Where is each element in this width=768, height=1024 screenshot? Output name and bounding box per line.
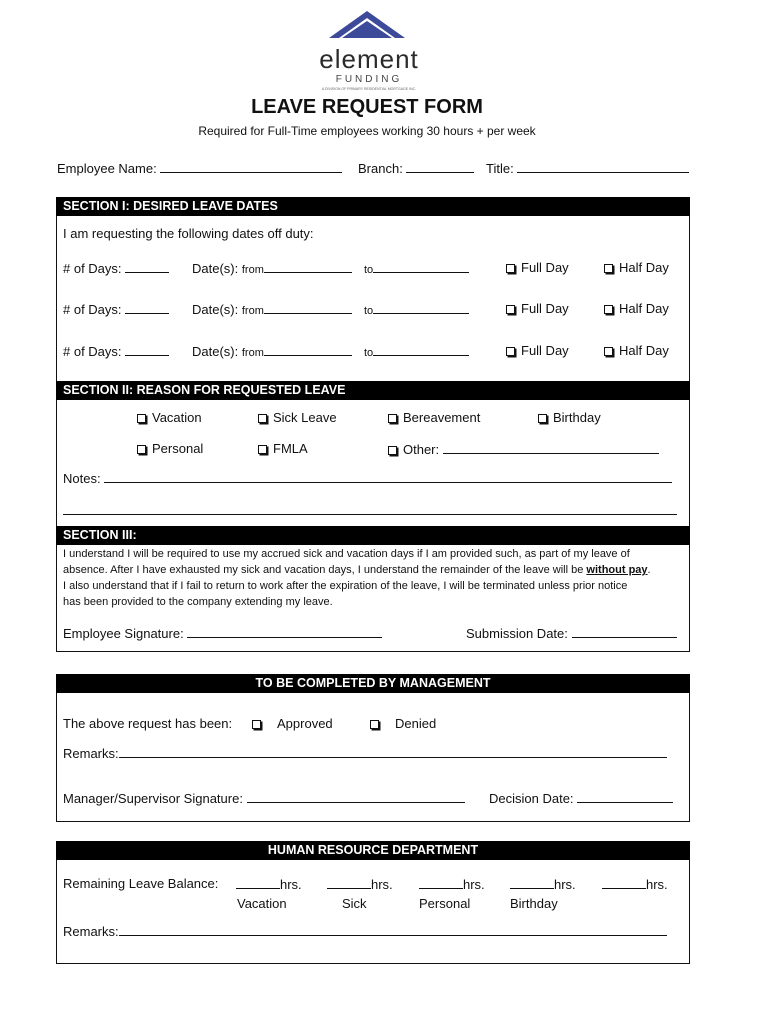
date-row-1 bbox=[63, 260, 169, 276]
type-personal: Personal bbox=[419, 896, 471, 911]
balance-sick: hrs. bbox=[327, 876, 393, 892]
full-day-option[interactable]: Full Day bbox=[506, 343, 569, 358]
denied-option[interactable]: Denied bbox=[370, 716, 436, 731]
reason-bereavement[interactable]: Bereavement bbox=[388, 410, 480, 425]
to-date-field[interactable] bbox=[373, 301, 469, 314]
management-remarks-field[interactable] bbox=[119, 745, 667, 758]
type-vacation: Vacation bbox=[237, 896, 287, 911]
notes-field-line-2[interactable] bbox=[63, 514, 677, 515]
checkbox-icon[interactable] bbox=[538, 414, 547, 423]
checkbox-icon[interactable] bbox=[388, 446, 397, 455]
balance-birthday-field[interactable] bbox=[510, 876, 554, 889]
to-label: to bbox=[364, 305, 374, 317]
without-pay-text: without pay bbox=[586, 564, 648, 576]
reason-fmla[interactable]: FMLA bbox=[258, 441, 308, 456]
reason-birthday[interactable]: Birthday bbox=[538, 410, 601, 425]
from-label: from bbox=[241, 264, 264, 276]
employee-name-field[interactable] bbox=[160, 160, 342, 173]
from-date-field[interactable] bbox=[264, 343, 352, 356]
branch-field[interactable] bbox=[406, 160, 474, 173]
half-day-option[interactable]: Half Day bbox=[604, 260, 669, 275]
checkbox-icon[interactable] bbox=[604, 305, 613, 314]
date-row-2 bbox=[63, 301, 169, 317]
date-row-3 bbox=[63, 343, 169, 359]
form-title: LEAVE REQUEST FORM bbox=[251, 96, 483, 118]
manager-signature-label: Manager/Supervisor Signature: bbox=[63, 791, 243, 806]
checkbox-icon[interactable] bbox=[258, 414, 267, 423]
from-date-field[interactable] bbox=[264, 260, 352, 273]
days-label: # of Days: bbox=[63, 344, 122, 359]
logo-tagline: A DIVISION OF PRIMARY RESIDENTIAL MORTGAGE INC. bbox=[321, 87, 417, 91]
logo-sub: FUNDING bbox=[335, 74, 403, 85]
section-3-line-4: has been provided to the company extending my leave. bbox=[63, 596, 333, 608]
checkbox-icon[interactable] bbox=[506, 347, 515, 356]
type-birthday: Birthday bbox=[510, 896, 558, 911]
company-logo bbox=[300, 8, 438, 94]
branch-row bbox=[358, 160, 474, 176]
balance-vacation-field[interactable] bbox=[236, 876, 280, 889]
half-day-option[interactable]: Half Day bbox=[604, 343, 669, 358]
notes-row bbox=[63, 470, 672, 486]
dates-label: Date(s): bbox=[192, 344, 239, 359]
section-1-intro: I am requesting the following dates off duty: bbox=[63, 226, 314, 241]
days-field[interactable] bbox=[125, 301, 169, 314]
approved-option[interactable]: Approved bbox=[252, 716, 333, 731]
checkbox-icon[interactable] bbox=[506, 264, 515, 273]
checkbox-icon[interactable] bbox=[137, 445, 146, 454]
to-date-field[interactable] bbox=[373, 260, 469, 273]
section-3-line-3: I also understand that if I fail to return to work after the expiration of the leave, I will be terminated unless prior notice bbox=[63, 580, 628, 592]
decision-row bbox=[63, 716, 232, 731]
employee-signature-row bbox=[63, 625, 382, 641]
days-label: # of Days: bbox=[63, 261, 122, 276]
section-2-header: SECTION II: REASON FOR REQUESTED LEAVE bbox=[56, 381, 690, 400]
dates-group-1 bbox=[192, 260, 352, 276]
balance-personal: hrs. bbox=[419, 876, 485, 892]
to-label: to bbox=[364, 264, 374, 276]
employee-signature-field[interactable] bbox=[187, 625, 382, 638]
checkbox-icon[interactable] bbox=[370, 720, 379, 729]
management-header: TO BE COMPLETED BY MANAGEMENT bbox=[56, 674, 690, 693]
logo-brand: element bbox=[319, 44, 419, 74]
checkbox-icon[interactable] bbox=[506, 305, 515, 314]
balance-personal-field[interactable] bbox=[419, 876, 463, 889]
to-group-2 bbox=[364, 301, 469, 317]
notes-field[interactable] bbox=[104, 470, 672, 483]
employee-signature-label: Employee Signature: bbox=[63, 626, 184, 641]
employee-name-row bbox=[57, 160, 342, 176]
manager-signature-field[interactable] bbox=[247, 790, 465, 803]
checkbox-icon[interactable] bbox=[388, 414, 397, 423]
decision-date-row bbox=[489, 790, 673, 806]
checkbox-icon[interactable] bbox=[258, 445, 267, 454]
branch-label: Branch: bbox=[358, 161, 403, 176]
hr-remarks-label: Remarks: bbox=[63, 924, 119, 939]
full-day-option[interactable]: Full Day bbox=[506, 260, 569, 275]
days-label: # of Days: bbox=[63, 302, 122, 317]
checkbox-icon[interactable] bbox=[252, 720, 261, 729]
full-day-option[interactable]: Full Day bbox=[506, 301, 569, 316]
half-day-option[interactable]: Half Day bbox=[604, 301, 669, 316]
checkbox-icon[interactable] bbox=[604, 347, 613, 356]
manager-signature-row bbox=[63, 790, 465, 806]
section-3-header: SECTION III: bbox=[56, 526, 690, 545]
type-sick: Sick bbox=[342, 896, 367, 911]
reason-sick-leave[interactable]: Sick Leave bbox=[258, 410, 337, 425]
other-reason-field[interactable] bbox=[443, 441, 659, 454]
decision-date-label: Decision Date: bbox=[489, 791, 574, 806]
section-3-line-1: I understand I will be required to use my accrued sick and vacation days if I am provided such, as part of my leave of bbox=[63, 548, 630, 560]
decision-label: The above request has been: bbox=[63, 716, 233, 731]
submission-date-row bbox=[466, 625, 677, 641]
hr-remarks-row bbox=[63, 923, 667, 939]
from-date-field[interactable] bbox=[264, 301, 352, 314]
section-1-header: SECTION I: DESIRED LEAVE DATES bbox=[56, 197, 690, 216]
logo-roof-icon bbox=[300, 8, 438, 44]
title-row bbox=[486, 160, 689, 176]
submission-date-label: Submission Date: bbox=[466, 626, 568, 641]
days-field[interactable] bbox=[125, 260, 169, 273]
to-date-field[interactable] bbox=[373, 343, 469, 356]
balance-extra-field[interactable] bbox=[602, 876, 646, 889]
to-group-1 bbox=[364, 260, 469, 276]
hr-header: HUMAN RESOURCE DEPARTMENT bbox=[56, 841, 690, 860]
submission-date-field[interactable] bbox=[572, 625, 677, 638]
employee-name-label: Employee Name: bbox=[57, 161, 157, 176]
reason-other[interactable]: Other: bbox=[388, 441, 659, 457]
title-label: Title: bbox=[486, 161, 514, 176]
dates-label: Date(s): bbox=[192, 302, 239, 317]
leave-balance-label: Remaining Leave Balance: bbox=[63, 876, 219, 891]
dates-group-2 bbox=[192, 301, 352, 317]
section-3-line-2: absence. After I have exhausted my sick and vacation days, I understand the remainder of the leave will be without pay. bbox=[63, 564, 651, 576]
form-subtitle: Required for Full-Time employees working 30 hours + per week bbox=[198, 124, 536, 138]
balance-extra: hrs. bbox=[602, 876, 668, 892]
dates-label: Date(s): bbox=[192, 261, 239, 276]
title-field[interactable] bbox=[517, 160, 689, 173]
management-remarks-label: Remarks: bbox=[63, 746, 119, 761]
decision-date-field[interactable] bbox=[577, 790, 673, 803]
notes-label: Notes: bbox=[63, 471, 101, 486]
balance-birthday: hrs. bbox=[510, 876, 576, 892]
balance-sick-field[interactable] bbox=[327, 876, 371, 889]
reason-personal[interactable]: Personal bbox=[137, 441, 203, 456]
from-label: from bbox=[241, 347, 264, 359]
checkbox-icon[interactable] bbox=[604, 264, 613, 273]
reason-vacation[interactable]: Vacation bbox=[137, 410, 202, 425]
balance-vacation: hrs. bbox=[236, 876, 302, 892]
section-3-text bbox=[63, 546, 683, 610]
dates-group-3 bbox=[192, 343, 352, 359]
checkbox-icon[interactable] bbox=[137, 414, 146, 423]
hr-remarks-field[interactable] bbox=[119, 923, 667, 936]
to-label: to bbox=[364, 347, 374, 359]
from-label: from bbox=[241, 305, 264, 317]
days-field[interactable] bbox=[125, 343, 169, 356]
management-remarks-row bbox=[63, 745, 667, 761]
to-group-3 bbox=[364, 343, 469, 359]
